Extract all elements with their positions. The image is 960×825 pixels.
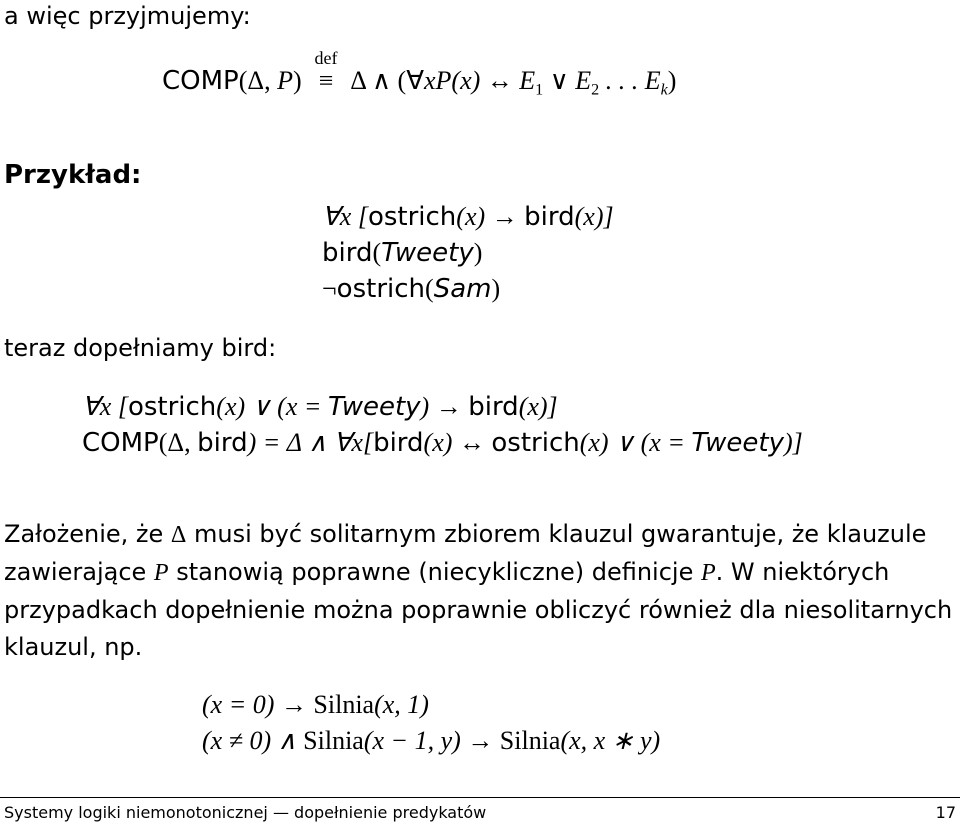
silnia-args-1: (x, 1) [374,690,429,719]
para-text-2: musi być solitarnym zbiorem klauzul gwarantuje, że klauzule [186,520,927,548]
clause2-open: ( [372,238,382,267]
factorial-line-1 [202,690,429,720]
explanation-paragraph [4,516,956,666]
rhs-end: ) [667,66,677,95]
paragraph-line-3: przypadkach dopełnienie można poprawnie obliczyć również dla niesolitarnych [4,596,953,624]
e1-subscript: 1 [535,81,544,99]
comp-end: )] [783,428,803,457]
completion-arrow: ) → [420,392,469,421]
comp-definition [162,48,677,100]
comp-delta: (Δ, [158,428,198,457]
example-clause-2 [322,238,482,268]
clause3-ostrich: ostrich [336,274,426,304]
silnia-args-3: (x, x ∗ y) [560,726,661,755]
para-text-1: Założenie, że [4,520,171,548]
example-clause-3 [322,274,500,304]
e2: E [575,66,592,95]
comp-label: COMP [82,428,159,458]
footer-title: Systemy logiki niemonotonicznej — dopełnienie predykatów [4,803,487,822]
rhs-part2: (x) ↔ E [451,66,536,95]
comp-ostrich: ostrich [491,428,580,458]
silnia-args-2: (x − 1, y) → [363,726,500,755]
completion-end: (x)] [518,392,558,421]
e2-subscript: 2 [591,81,600,99]
page-number: 17 [935,803,956,822]
comp-eq: ) = Δ ∧ ∀x[ [247,428,374,457]
footer [0,797,960,825]
clause2-close: ) [473,238,483,267]
example-clause-1 [322,202,614,232]
def-label: def [314,48,338,68]
clause1-bird: bird [524,202,575,232]
example-heading: Przykład: [4,160,142,190]
clause3-open: ( [425,274,434,303]
factorial-cond-1: (x = 0) → [202,690,314,719]
completion-comp [82,428,803,458]
comp-close: ) [293,66,302,95]
completion-ostrich: ostrich [127,392,217,422]
or-symbol: ∨ [543,66,576,95]
rhs-x: xP [423,66,452,95]
silnia-3: Silnia [499,726,561,755]
intro-text: a więc przyjmujemy: [4,2,251,30]
clause1-arg: (x) → [456,202,525,231]
rhs-part1: Δ ∧ (∀ [350,66,424,95]
para-text-4: stanowią poprawne (niecykliczne) definicje [168,558,701,586]
comp-bird-2: bird [373,428,424,458]
comp-P: P [277,66,294,95]
equiv-symbol: ≡ [318,66,334,95]
para-text-3: zawierające [4,558,154,586]
para-delta: Δ [170,522,187,548]
paragraph-line-1 [4,516,956,554]
para-text-5: . W niektórych [715,558,890,586]
factorial-line-2 [202,726,660,756]
completion-label: teraz dopełniamy bird: [4,334,277,362]
clause3-sam: Sam [433,274,492,304]
completion-cond: (x) ∨ (x = [216,392,328,421]
comp-tweety: Tweety [691,428,784,458]
para-P-1: P [153,560,169,586]
clause2-bird: bird [322,238,373,268]
completion-clause [82,392,558,422]
clause1-forall: ∀x [ [322,202,368,231]
para-P-2: P [700,560,716,586]
ek-dots: . . . E [599,66,661,95]
comp-args: (Δ, [238,66,278,95]
clause1-ostrich: ostrich [367,202,457,232]
clause3-close: ) [491,274,501,303]
silnia-1: Silnia [313,690,375,719]
def-equiv [310,48,342,96]
comp-symbol: COMP [162,66,239,96]
comp-or: (x) ∨ (x = [579,428,692,457]
paragraph-line-2 [4,554,956,592]
completion-bird: bird [468,392,519,422]
clause1-end: (x)] [574,202,614,231]
ek-subscript: k [660,81,668,99]
comp-bird: bird [197,428,248,458]
silnia-2: Silnia [303,726,364,755]
clause2-tweety: Tweety [381,238,474,268]
comp-iff: (x) ↔ [423,428,492,457]
factorial-cond-2: (x ≠ 0) ∧ [202,726,304,755]
paragraph-line-4: klauzul, np. [4,633,143,661]
completion-forall: ∀x [ [82,392,128,421]
completion-tweety: Tweety [327,392,421,422]
clause3-not: ¬ [322,274,337,303]
